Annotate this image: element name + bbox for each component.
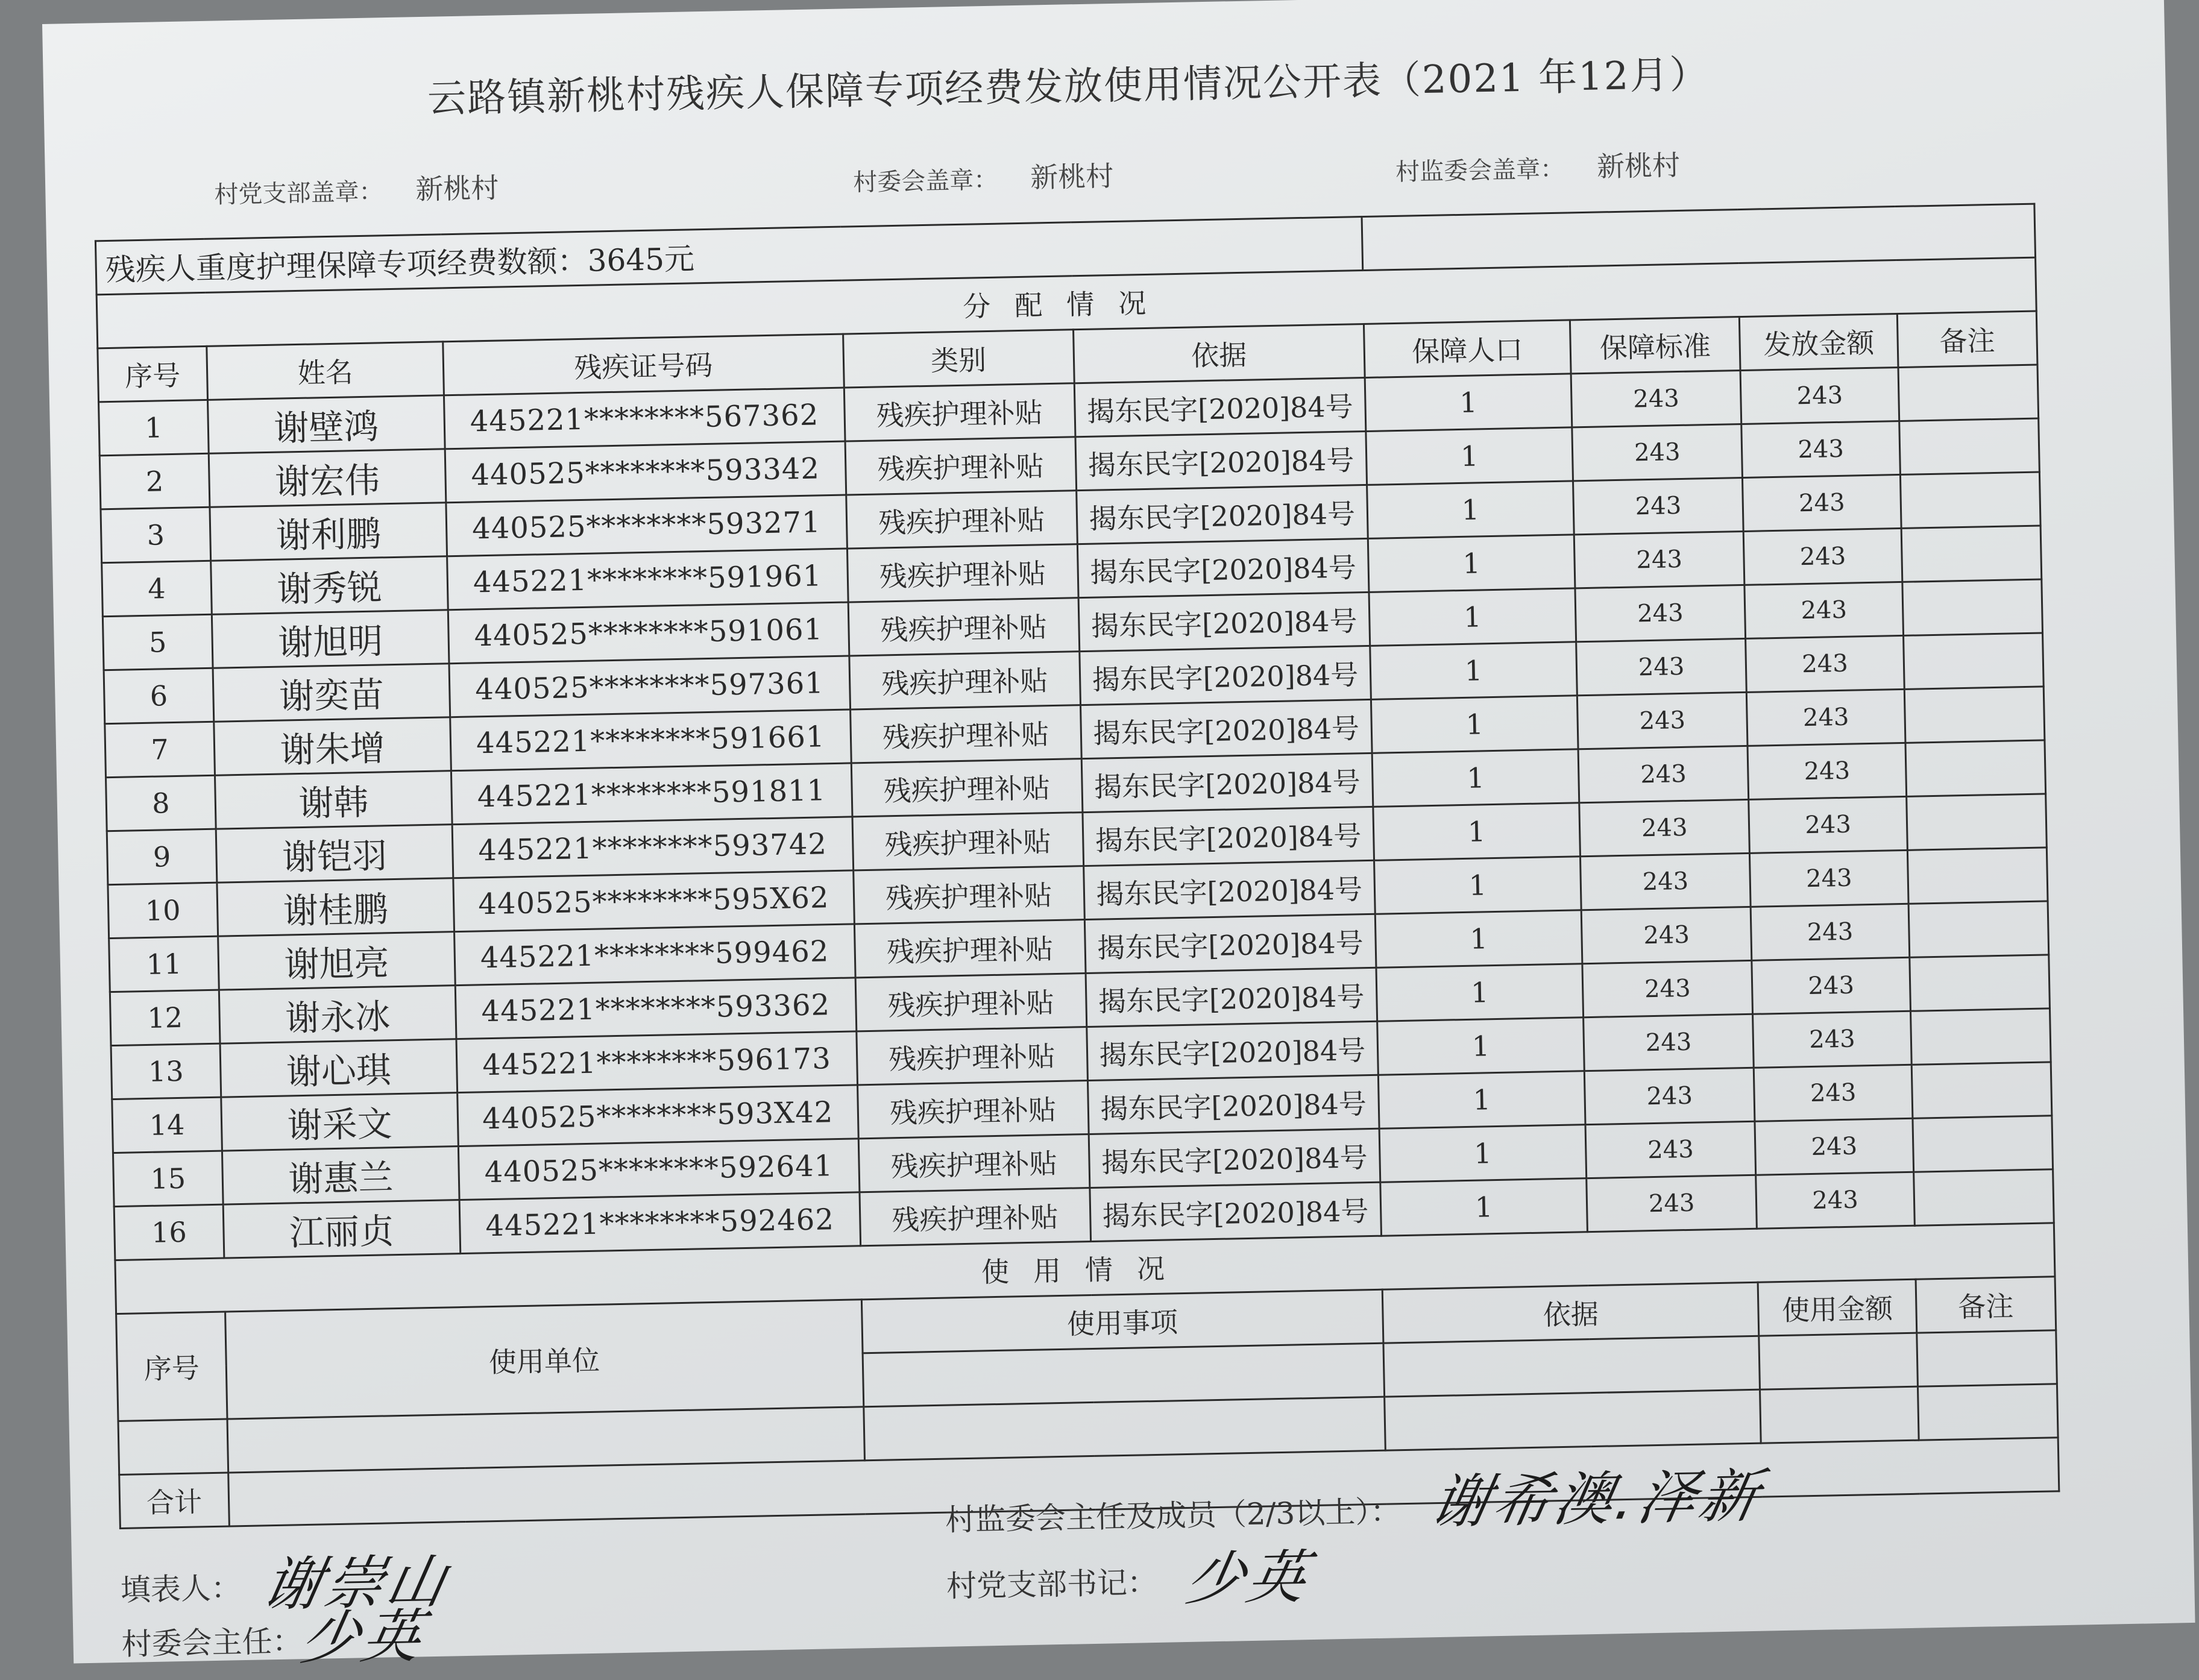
covered-people: 1: [1372, 749, 1579, 807]
row-number: 11: [109, 936, 219, 992]
column-header: 发放金额: [1740, 314, 1898, 371]
seal-label: 村委会盖章：: [852, 166, 998, 197]
payout-amount: 243: [1752, 957, 1910, 1014]
filler-signature: 谢崇山: [257, 1547, 455, 1619]
total-label: 合计: [119, 1473, 230, 1528]
row-number: 13: [111, 1043, 221, 1099]
basis: 揭东民字[2020]84号: [1081, 753, 1373, 812]
basis: 揭东民字[2020]84号: [1077, 538, 1369, 597]
standard-amount: 243: [1584, 1068, 1755, 1124]
row-number: 1: [99, 400, 209, 455]
column-header: 备注: [1897, 311, 2037, 367]
payout-amount: 243: [1748, 743, 1906, 799]
covered-people: 1: [1379, 1125, 1586, 1183]
column-header: 依据: [1073, 324, 1365, 383]
column-header: 姓名: [207, 342, 444, 400]
document-paper: [42, 0, 2195, 1673]
remark: [1899, 418, 2039, 474]
row-number: 5: [102, 614, 213, 670]
recipient-name: 谢旭亮: [218, 932, 456, 990]
category: 残疾护理补贴: [859, 1188, 1090, 1246]
covered-people: 1: [1375, 910, 1582, 968]
standard-amount: 243: [1576, 638, 1747, 695]
committee-director-label: 村委会主任：: [121, 1623, 303, 1662]
disability-id: 440525********591061: [448, 602, 849, 664]
remark: [1898, 365, 2039, 421]
committee-director-signature: 少英: [295, 1602, 431, 1673]
row-number: 7: [105, 722, 215, 777]
row-number: 2: [99, 453, 210, 509]
row-number: 10: [108, 882, 218, 938]
usage-section-title: 使用情况: [115, 1223, 2055, 1314]
recipient-name: 谢秀锐: [211, 556, 448, 615]
recipient-name: 谢采文: [221, 1093, 459, 1151]
covered-people: 1: [1365, 374, 1571, 432]
distribution-section-title: 分配情况: [96, 257, 2036, 348]
standard-amount: 243: [1571, 371, 1741, 427]
payout-amount: 243: [1755, 1118, 1913, 1175]
category: 残疾护理补贴: [847, 544, 1078, 602]
usage-cell: [1385, 1389, 1761, 1450]
standard-amount: 243: [1583, 1014, 1754, 1071]
covered-people: 1: [1369, 588, 1576, 646]
row-number: 14: [112, 1097, 222, 1153]
category: 残疾护理补贴: [854, 920, 1086, 978]
payout-amount: 243: [1744, 582, 1903, 638]
disability-id: 440525********593X42: [458, 1085, 858, 1147]
standard-amount: 243: [1578, 746, 1749, 802]
payout-amount: 243: [1756, 1172, 1914, 1229]
recipient-name: 谢桂鹏: [217, 878, 455, 937]
column-header: 使用事项: [861, 1289, 1383, 1353]
basis: 揭东民字[2020]84号: [1074, 377, 1366, 436]
recipient-name: 谢永冰: [219, 986, 456, 1044]
basis: 揭东民字[2020]84号: [1089, 1128, 1380, 1188]
category: 残疾护理补贴: [850, 705, 1081, 763]
recipient-name: 谢壁鸿: [207, 395, 445, 454]
category: 残疾护理补贴: [851, 759, 1083, 817]
disability-id: 445221********593362: [455, 978, 856, 1039]
row-number: 9: [107, 829, 217, 884]
seal-value: 新桃村: [1030, 159, 1114, 194]
disability-id: 445221********591661: [450, 709, 851, 771]
remark: [1905, 740, 2046, 796]
disbursement-table: [95, 203, 2060, 1529]
basis: 揭东民字[2020]84号: [1086, 967, 1377, 1027]
covered-people: 1: [1367, 481, 1574, 539]
covered-people: 1: [1373, 803, 1580, 861]
payout-amount: 243: [1743, 474, 1901, 531]
remark: [1904, 687, 2045, 743]
supervisory-members-label: 村监委会主任及成员（2/3以上）：: [945, 1494, 1401, 1538]
basis: 揭东民字[2020]84号: [1075, 431, 1367, 490]
column-header: 保障人口: [1364, 320, 1571, 378]
category: 残疾护理补贴: [858, 1134, 1090, 1192]
seal-label: 村党支部盖章：: [214, 178, 383, 209]
disability-id: 445221********599462: [455, 924, 855, 986]
covered-people: 1: [1377, 1018, 1584, 1075]
column-header: 序号: [98, 346, 208, 401]
village-committee-seal: [853, 154, 1114, 199]
remark: [1910, 1008, 2051, 1065]
category: 残疾护理补贴: [856, 1027, 1087, 1085]
payout-amount: 243: [1754, 1065, 1913, 1121]
supervisory-committee-seal: [1395, 143, 1680, 189]
remark: [1913, 1169, 2054, 1225]
remark: [1906, 794, 2046, 850]
recipient-name: 谢利鹏: [210, 503, 447, 561]
row-number: 16: [114, 1204, 224, 1260]
usage-cell: [1759, 1333, 1917, 1389]
remark: [1908, 901, 2049, 957]
remark: [1901, 526, 2042, 582]
standard-amount: 243: [1582, 960, 1753, 1017]
disability-id: 440525********593271: [446, 495, 847, 556]
payout-amount: 243: [1747, 689, 1905, 746]
basis: 揭东民字[2020]84号: [1080, 699, 1372, 758]
column-header: 序号: [116, 1312, 227, 1421]
usage-cell: [1383, 1336, 1760, 1397]
basis: 揭东民字[2020]84号: [1079, 646, 1371, 705]
recipient-name: 谢惠兰: [222, 1147, 459, 1205]
covered-people: 1: [1368, 535, 1575, 593]
disability-id: 440525********597361: [449, 656, 850, 717]
disability-id: 445221********592462: [459, 1192, 860, 1254]
row-number: 6: [104, 668, 214, 723]
standard-amount: 243: [1573, 477, 1743, 534]
row-number: 4: [102, 561, 212, 616]
disability-id: 445221********591961: [447, 549, 848, 610]
filler-label: 填表人：: [120, 1570, 242, 1608]
remark: [1911, 1062, 2052, 1118]
fund-amount: 残疾人重度护理保障专项经费数额：3645元: [95, 217, 1362, 295]
disability-id: 445221********567362: [444, 388, 845, 449]
payout-amount: 243: [1741, 421, 1900, 477]
category: 残疾护理补贴: [853, 866, 1084, 924]
covered-people: 1: [1378, 1071, 1585, 1129]
usage-cell: [863, 1343, 1385, 1407]
seal-value: 新桃村: [415, 171, 499, 206]
standard-amount: 243: [1577, 692, 1748, 749]
basis: 揭东民字[2020]84号: [1082, 807, 1374, 866]
covered-people: 1: [1376, 964, 1583, 1022]
recipient-name: 谢宏伟: [209, 449, 446, 508]
row-number: 12: [110, 990, 220, 1045]
covered-people: 1: [1366, 427, 1573, 485]
category: 残疾护理补贴: [852, 813, 1084, 870]
party-branch-seal: [214, 166, 499, 212]
payout-amount: 243: [1750, 850, 1908, 907]
usage-cell: [118, 1419, 228, 1474]
column-header: 使用单位: [225, 1300, 864, 1419]
standard-amount: 243: [1579, 799, 1750, 856]
basis: 揭东民字[2020]84号: [1087, 1075, 1379, 1134]
payout-amount: 243: [1744, 528, 1902, 585]
seal-label: 村监委会盖章：: [1395, 155, 1565, 186]
party-secretary-label: 村党支部书记：: [946, 1564, 1158, 1604]
standard-amount: 243: [1580, 853, 1751, 910]
remark: [1910, 955, 2050, 1011]
remark: [1907, 848, 2048, 904]
covered-people: 1: [1370, 642, 1577, 700]
covered-people: 1: [1371, 696, 1578, 753]
payout-amount: 243: [1751, 904, 1910, 960]
standard-amount: 243: [1575, 585, 1746, 641]
recipient-name: 江丽贞: [223, 1200, 461, 1259]
payout-amount: 243: [1740, 368, 1899, 424]
document-title: 云路镇新桃村残疾人保障专项经费发放使用情况公开表（2021 年12月）: [427, 52, 1710, 122]
standard-amount: 243: [1572, 424, 1743, 481]
disability-id: 440525********593342: [445, 441, 846, 503]
recipient-name: 谢旭明: [212, 610, 449, 669]
basis: 揭东民字[2020]84号: [1083, 860, 1375, 919]
recipient-name: 谢心琪: [220, 1039, 458, 1098]
row-number: 15: [113, 1151, 223, 1206]
category: 残疾护理补贴: [849, 652, 1080, 709]
remark: [1902, 579, 2043, 635]
recipient-name: 谢朱增: [214, 717, 451, 776]
party-secretary-signature: 少英: [1180, 1543, 1317, 1614]
standard-amount: 243: [1587, 1175, 1757, 1232]
distribution-rows: [99, 365, 2054, 1260]
column-header: 类别: [843, 330, 1074, 388]
disability-id: 440525********595X62: [453, 870, 854, 932]
standard-amount: 243: [1574, 531, 1744, 588]
category: 残疾护理补贴: [855, 974, 1087, 1031]
recipient-name: 谢韩: [215, 771, 452, 829]
category: 残疾护理补贴: [848, 598, 1080, 656]
category: 残疾护理补贴: [846, 491, 1077, 549]
usage-cell: [1760, 1386, 1919, 1443]
category: 残疾护理补贴: [844, 383, 1075, 441]
recipient-name: 谢奕苗: [213, 664, 450, 722]
basis: 揭东民字[2020]84号: [1086, 1021, 1378, 1080]
basis: 揭东民字[2020]84号: [1089, 1182, 1381, 1241]
disability-id: 445221********596173: [456, 1031, 857, 1093]
column-header: 使用金额: [1758, 1279, 1916, 1336]
usage-cell: [863, 1397, 1385, 1461]
basis: 揭东民字[2020]84号: [1084, 914, 1376, 973]
row-number: 3: [101, 507, 211, 562]
column-header: 残疾证号码: [443, 334, 844, 395]
usage-cell: [1917, 1330, 2057, 1386]
covered-people: 1: [1380, 1178, 1587, 1236]
column-header: 备注: [1916, 1277, 2056, 1333]
disability-id: 445221********591811: [451, 763, 852, 825]
payout-amount: 243: [1753, 1011, 1911, 1068]
remark: [1913, 1116, 2053, 1172]
usage-cell: [1917, 1384, 2058, 1440]
basis: 揭东民字[2020]84号: [1076, 485, 1368, 544]
covered-people: 1: [1374, 857, 1581, 914]
column-header: 依据: [1382, 1282, 1759, 1343]
seal-value: 新桃村: [1596, 148, 1681, 183]
row-number: 8: [106, 775, 216, 831]
disability-id: 445221********593742: [452, 817, 853, 878]
basis: 揭东民字[2020]84号: [1078, 592, 1370, 651]
category: 残疾护理补贴: [845, 437, 1077, 495]
supervisory-members-signature: 谢希澳.泽新: [1426, 1462, 1769, 1537]
standard-amount: 243: [1585, 1121, 1756, 1178]
remark: [1900, 472, 2040, 528]
category: 残疾护理补贴: [857, 1081, 1089, 1139]
recipient-name: 谢铠羽: [216, 825, 453, 883]
payout-amount: 243: [1746, 635, 1904, 692]
payout-amount: 243: [1749, 796, 1907, 853]
disability-id: 440525********592641: [458, 1139, 859, 1200]
remark: [1903, 633, 2043, 689]
column-header: 保障标准: [1570, 317, 1740, 374]
standard-amount: 243: [1581, 907, 1752, 963]
